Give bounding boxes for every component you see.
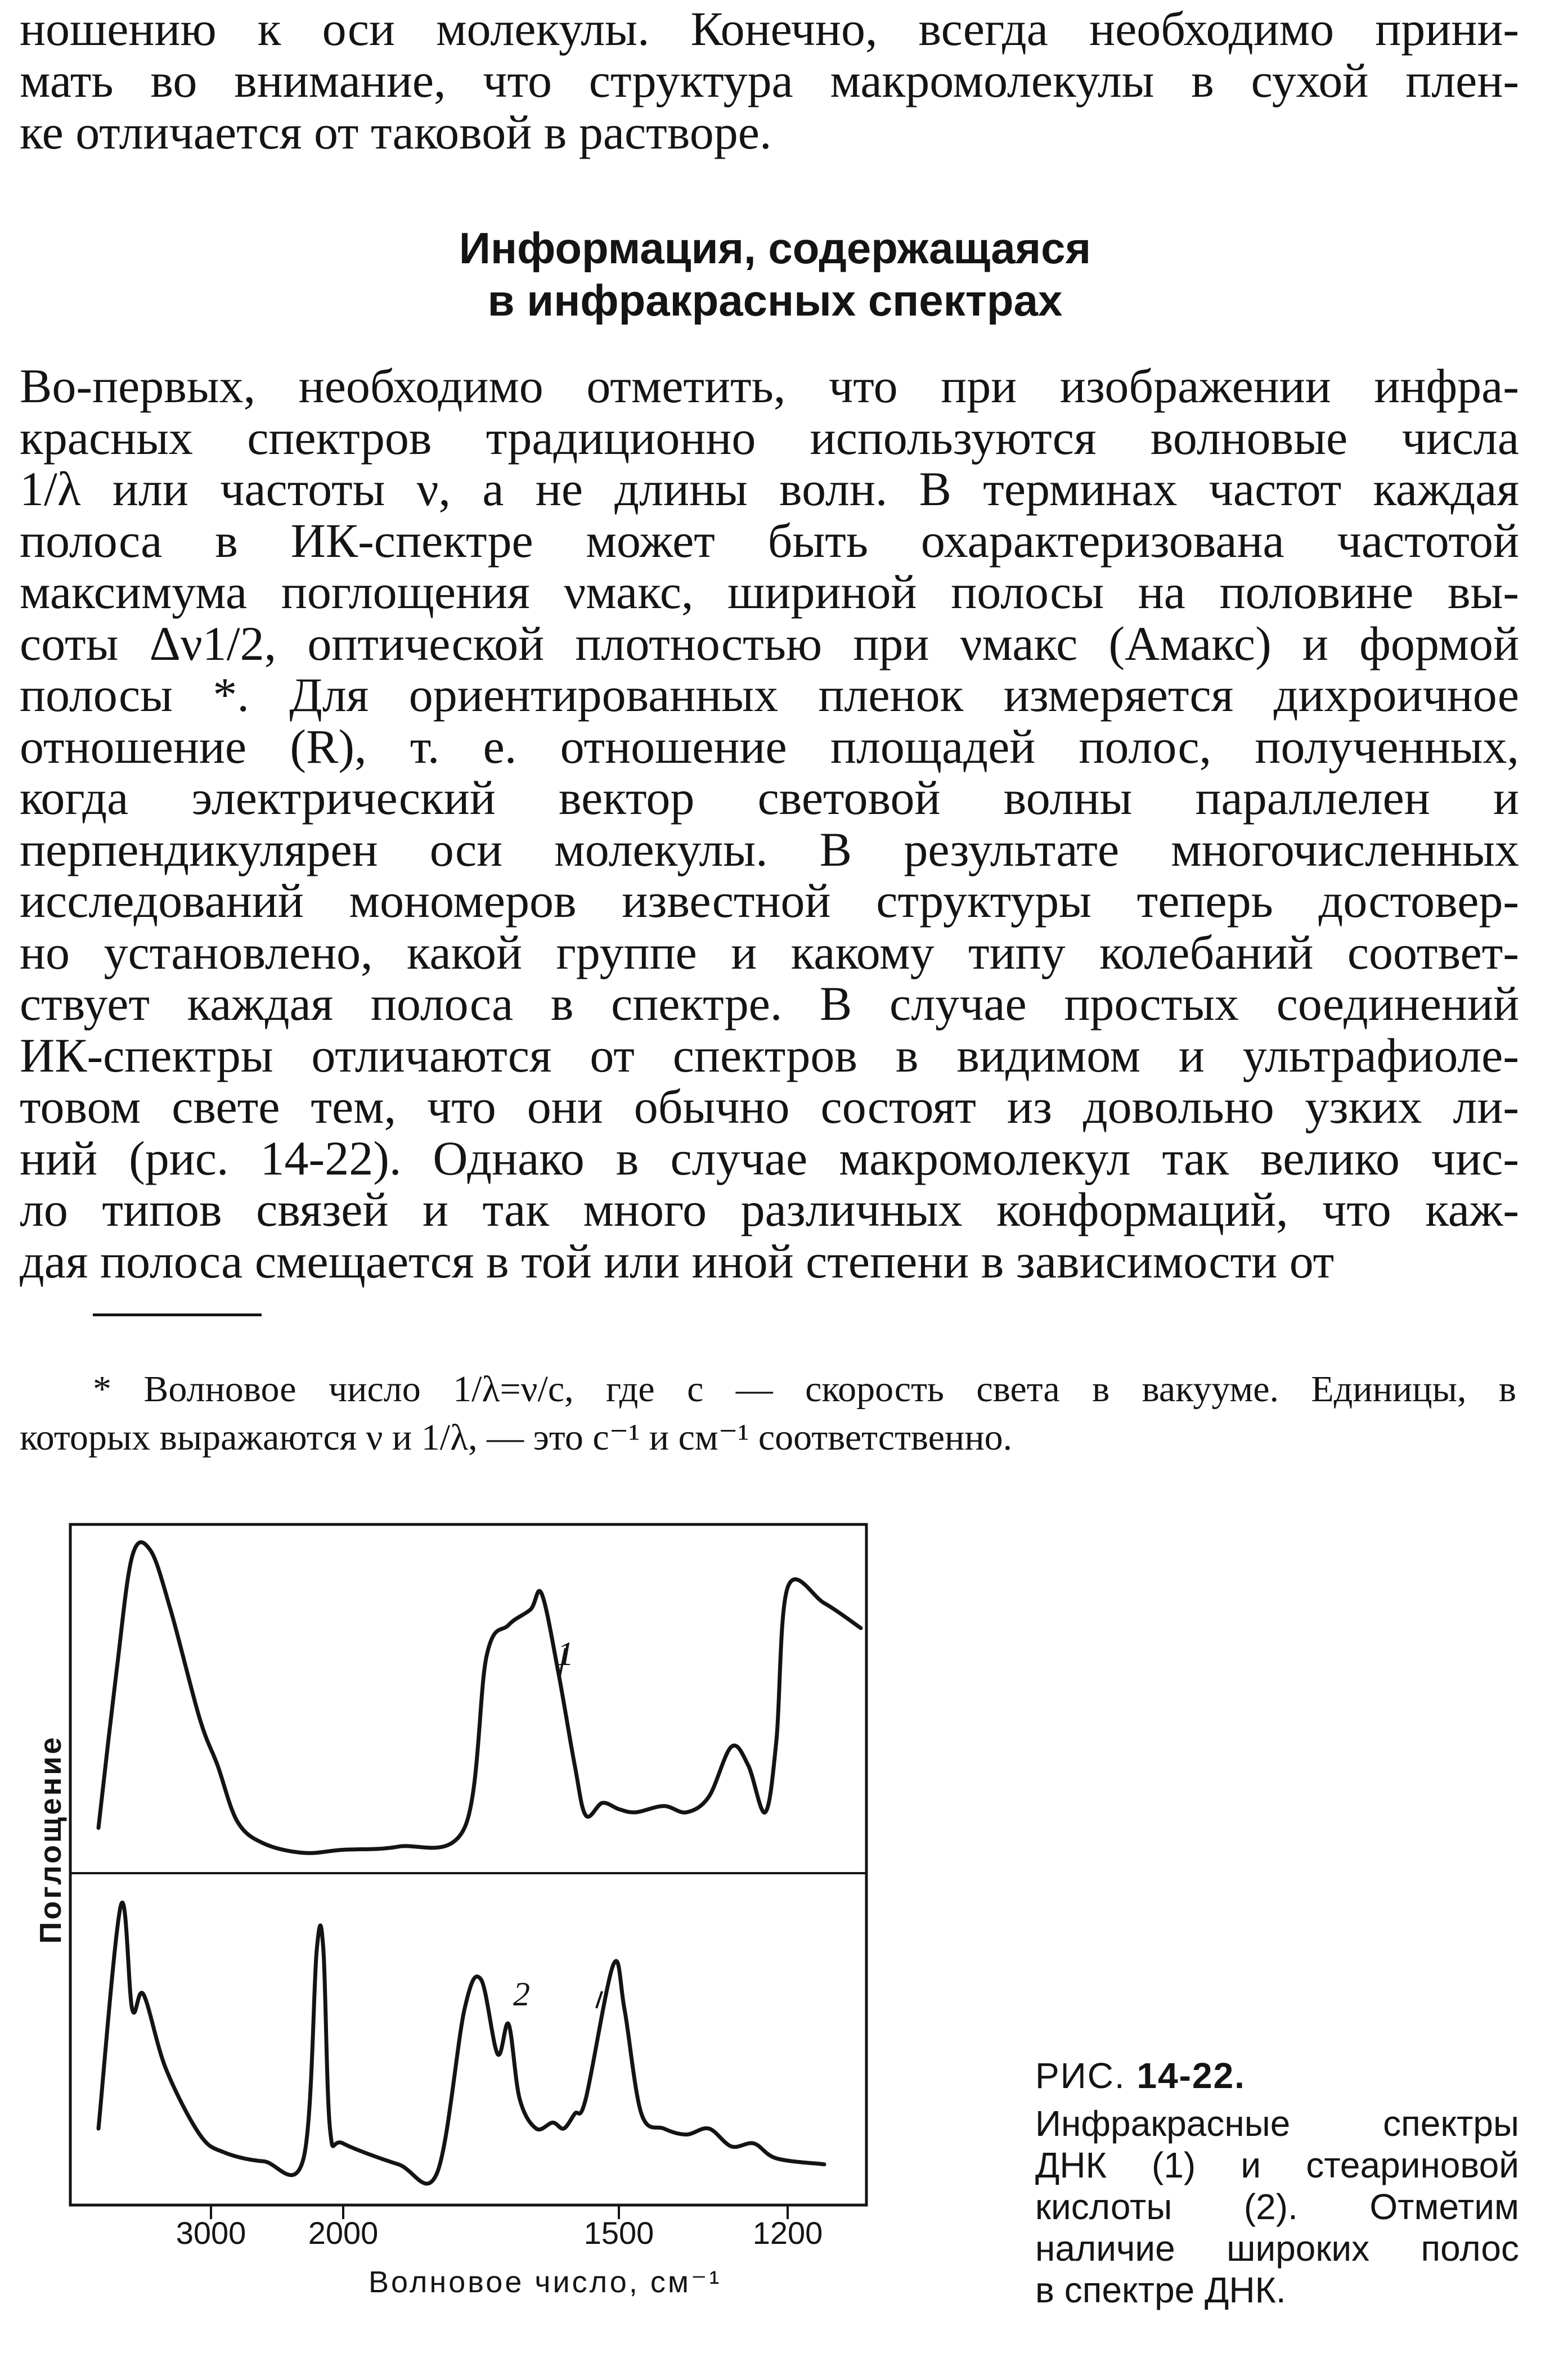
text-line: ке отличается от таковой в растворе. bbox=[20, 105, 772, 159]
text-line: когда электрический вектор световой волны параллелен и bbox=[20, 771, 1519, 825]
text-line: максимума поглощения νмакс, шириной полосы на половине вы- bbox=[20, 565, 1519, 619]
text-line: * Волновое число 1/λ=ν/c, где c — скорость света в вакууме. Единицы, в bbox=[93, 1369, 1516, 1410]
caption-title bbox=[1035, 2053, 1519, 2098]
heading-line: Информация, содержащаяся bbox=[459, 223, 1091, 273]
text-line: ношению к оси молекулы. Конечно, всегда необходимо прини- bbox=[20, 2, 1519, 56]
caption-line: в спектре ДНК. bbox=[1035, 2270, 1286, 2310]
text-line: мать во внимание, что структура макромолекулы в сухой плен- bbox=[20, 53, 1519, 107]
series-label-1: 1 bbox=[557, 1635, 574, 1672]
text-line: красных спектров традиционно используются волновые числа bbox=[20, 410, 1519, 465]
x-tick-label: 2000 bbox=[308, 2215, 379, 2251]
series-1-line bbox=[98, 1542, 861, 1853]
heading-line: в инфракрасных спектрах bbox=[487, 276, 1063, 325]
intro-paragraph bbox=[20, 0, 1519, 163]
x-tick-label: 1500 bbox=[583, 2215, 654, 2251]
caption-text bbox=[1035, 2103, 1519, 2311]
caption-line: кислоты (2). Отметим bbox=[1035, 2186, 1519, 2227]
text-line: соты Δν1/2, оптической плотностью при νмакс (Aмакс) и формой bbox=[20, 616, 1519, 671]
text-line: исследований мономеров известной структуры теперь достовер- bbox=[20, 874, 1519, 928]
text-line: отношение (R), т. е. отношение площадей полос, полученных, bbox=[20, 719, 1519, 773]
text-line: дая полоса смещается в той или иной степени в зависимости от bbox=[20, 1234, 1335, 1288]
x-axis-label: Волновое число, см⁻¹ bbox=[369, 2265, 722, 2299]
text-line: полосы *. Для ориентированных пленок измеряется дихроичное bbox=[20, 668, 1519, 722]
caption-line: Инфракрасные спектры bbox=[1035, 2103, 1519, 2144]
caption-line: ДНК (1) и стеариновой bbox=[1035, 2145, 1519, 2185]
x-tick-label: 3000 bbox=[176, 2215, 246, 2251]
series-label-2: 2 bbox=[513, 1976, 530, 2013]
text-line: ло типов связей и так много различных конформаций, что каж- bbox=[20, 1182, 1519, 1236]
caption-title-number: 14-22. bbox=[1136, 2055, 1246, 2096]
body-paragraph bbox=[20, 360, 1519, 1294]
figure-caption bbox=[1035, 2053, 1519, 2311]
footnote bbox=[0, 1367, 1550, 1468]
footnote-divider bbox=[93, 1313, 262, 1316]
text-line: Во-первых, необходимо отметить, что при изображении инфра- bbox=[20, 359, 1519, 413]
series-2-line bbox=[98, 1902, 824, 2184]
text-line: ИК-спектры отличаются от спектров в видимом и ультрафиоле- bbox=[20, 1028, 1519, 1082]
chart-frame bbox=[70, 1524, 866, 2205]
text-line: полоса в ИК-спектре может быть охарактеризована частотой bbox=[20, 513, 1519, 568]
series-2-leader bbox=[596, 1991, 602, 2008]
text-line: ний (рис. 14-22). Однако в случае макромолекул так велико чис- bbox=[20, 1131, 1519, 1185]
section-heading bbox=[0, 222, 1550, 327]
caption-title-prefix: РИС. bbox=[1035, 2055, 1126, 2096]
text-line: 1/λ или частоты ν, а не длины волн. В терминах частот каждая bbox=[20, 462, 1519, 516]
text-line: товом свете тем, что они обычно состоят из довольно узких ли- bbox=[20, 1079, 1519, 1133]
text-line: но установлено, какой группе и какому типу колебаний соответ- bbox=[20, 925, 1519, 979]
x-tick-label: 1200 bbox=[752, 2215, 823, 2251]
text-line: перпендикулярен оси молекулы. В результате многочисленных bbox=[20, 822, 1519, 876]
caption-line: наличие широких полос bbox=[1035, 2228, 1519, 2269]
text-line: ствует каждая полоса в спектре. В случае простых соединений bbox=[20, 977, 1519, 1031]
text-line: которых выражаются ν и 1/λ, — это с⁻¹ и см⁻¹ соответственно. bbox=[20, 1417, 1013, 1458]
